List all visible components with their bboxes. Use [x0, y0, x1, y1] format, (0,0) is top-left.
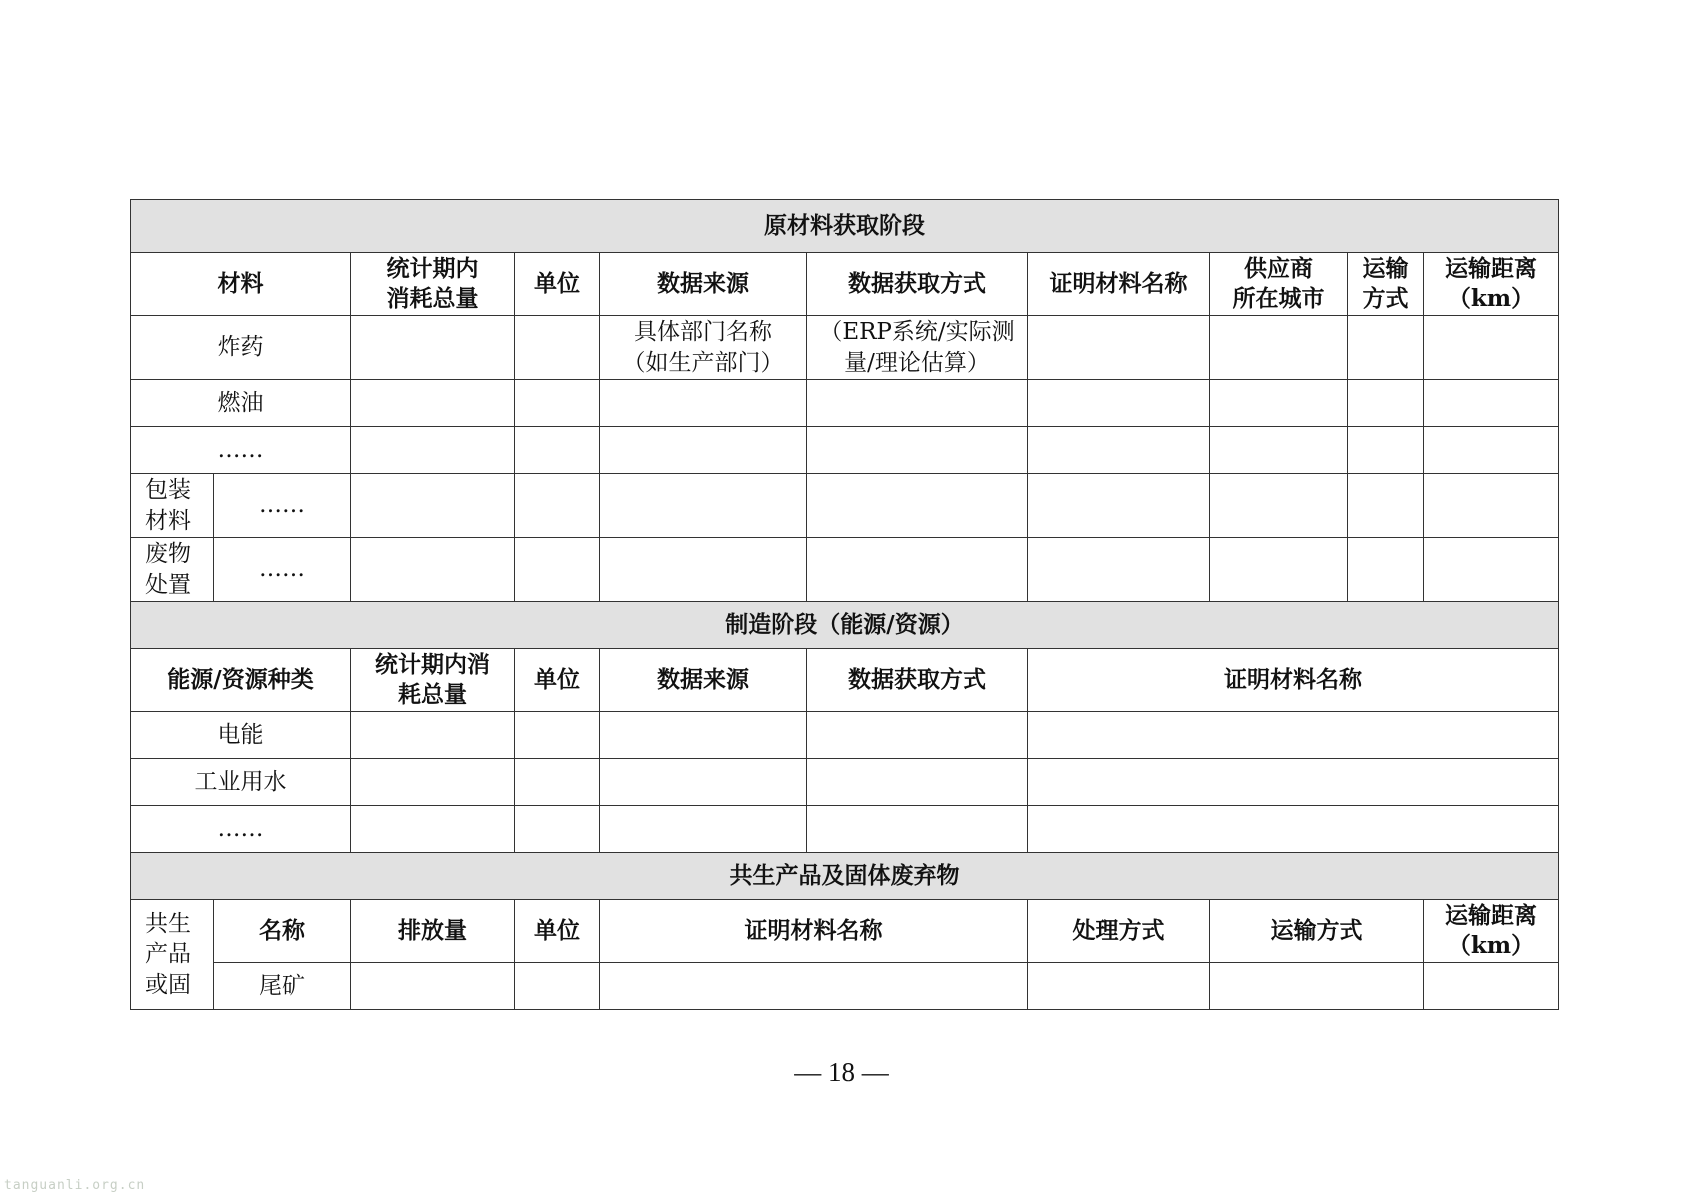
header-energy-type: 能源/资源种类 [131, 649, 351, 712]
cell-source[interactable] [600, 806, 807, 853]
cell-method[interactable] [807, 759, 1028, 806]
section-header-raw-materials [131, 200, 1559, 253]
section-header-byproducts [131, 853, 1559, 900]
row-label-tailings: 尾矿 [214, 963, 351, 1010]
section-title: 原材料获取阶段 [131, 200, 1559, 253]
cell-source-example[interactable]: 具体部门名称 （如生产部门） [600, 316, 807, 380]
row-label-explosive: 炸药 [131, 316, 351, 380]
cell-proof[interactable] [1028, 427, 1210, 474]
column-header-row [131, 900, 1559, 963]
cell-emission[interactable] [351, 963, 515, 1010]
cell-distance[interactable] [1424, 316, 1559, 380]
header-transport-distance: 运输距离 （km） [1424, 253, 1559, 316]
cell-source[interactable] [600, 427, 807, 474]
data-collection-table [130, 199, 1559, 1010]
cell-distance[interactable] [1424, 427, 1559, 474]
cell-total[interactable] [351, 427, 515, 474]
cell-method[interactable] [807, 806, 1028, 853]
cell-proof[interactable] [1028, 712, 1559, 759]
cell-unit[interactable] [515, 316, 600, 380]
cell-proof[interactable] [1028, 474, 1210, 538]
table-row [131, 474, 1559, 538]
cell-total[interactable] [351, 474, 515, 538]
header-transport-distance: 运输距离 （km） [1424, 900, 1559, 963]
cell-source[interactable] [600, 474, 807, 538]
cell-unit[interactable] [515, 759, 600, 806]
cell-proof[interactable] [1028, 759, 1559, 806]
cell-total[interactable] [351, 712, 515, 759]
table-row [131, 538, 1559, 602]
row-label-industrial-water: 工业用水 [131, 759, 351, 806]
header-unit: 单位 [515, 649, 600, 712]
table-row [131, 712, 1559, 759]
cell-method[interactable] [807, 380, 1028, 427]
cell-total[interactable] [351, 380, 515, 427]
table-row [131, 806, 1559, 853]
header-unit: 单位 [515, 900, 600, 963]
cell-unit[interactable] [515, 712, 600, 759]
cell-transport[interactable] [1348, 474, 1424, 538]
column-header-row [131, 253, 1559, 316]
header-data-method: 数据获取方式 [807, 253, 1028, 316]
row-group-packaging: 包装 材料 [131, 474, 214, 538]
page-number: — 18 — [794, 1057, 889, 1087]
cell-source[interactable] [600, 538, 807, 602]
row-label-electricity: 电能 [131, 712, 351, 759]
header-proof-document: 证明材料名称 [1028, 649, 1559, 712]
row-group-byproduct: 共生 产品 或固 [131, 900, 214, 1010]
table-row [131, 963, 1559, 1010]
header-transport-mode: 运输方式 [1210, 900, 1424, 963]
cell-total[interactable] [351, 806, 515, 853]
header-material: 材料 [131, 253, 351, 316]
cell-distance[interactable] [1424, 963, 1559, 1010]
table-row [131, 380, 1559, 427]
cell-source[interactable] [600, 380, 807, 427]
header-treatment: 处理方式 [1028, 900, 1210, 963]
cell-proof[interactable] [1028, 538, 1210, 602]
cell-treatment[interactable] [1028, 963, 1210, 1010]
cell-city[interactable] [1210, 380, 1348, 427]
header-data-source: 数据来源 [600, 253, 807, 316]
section-header-manufacturing [131, 602, 1559, 649]
cell-method-example[interactable]: （ERP系统/实际测 量/理论估算） [807, 316, 1028, 380]
cell-proof[interactable] [600, 963, 1028, 1010]
cell-unit[interactable] [515, 474, 600, 538]
cell-proof[interactable] [1028, 316, 1210, 380]
header-data-source: 数据来源 [600, 649, 807, 712]
cell-city[interactable] [1210, 427, 1348, 474]
header-unit: 单位 [515, 253, 600, 316]
table-row [131, 316, 1559, 380]
cell-source[interactable] [600, 759, 807, 806]
cell-transport[interactable] [1348, 316, 1424, 380]
cell-city[interactable] [1210, 474, 1348, 538]
watermark: tanguanli.org.cn [4, 1178, 146, 1193]
cell-distance[interactable] [1424, 538, 1559, 602]
header-total-consumption: 统计期内消 耗总量 [351, 649, 515, 712]
cell-method[interactable] [807, 712, 1028, 759]
cell-transport[interactable] [1210, 963, 1424, 1010]
cell-unit[interactable] [515, 538, 600, 602]
header-supplier-city: 供应商 所在城市 [1210, 253, 1348, 316]
row-label-waste-etc: …… [214, 538, 351, 602]
cell-transport[interactable] [1348, 380, 1424, 427]
row-label-packaging-etc: …… [214, 474, 351, 538]
cell-transport[interactable] [1348, 538, 1424, 602]
cell-source[interactable] [600, 712, 807, 759]
row-group-waste: 废物 处置 [131, 538, 214, 602]
cell-city[interactable] [1210, 316, 1348, 380]
cell-distance[interactable] [1424, 474, 1559, 538]
cell-unit[interactable] [515, 427, 600, 474]
row-label-etc: …… [131, 427, 351, 474]
cell-proof[interactable] [1028, 380, 1210, 427]
cell-total[interactable] [351, 316, 515, 380]
cell-proof[interactable] [1028, 806, 1559, 853]
cell-unit[interactable] [515, 806, 600, 853]
table-row [131, 427, 1559, 474]
row-label-fuel: 燃油 [131, 380, 351, 427]
header-proof-document: 证明材料名称 [600, 900, 1028, 963]
header-emission: 排放量 [351, 900, 515, 963]
header-data-method: 数据获取方式 [807, 649, 1028, 712]
row-label-etc: …… [131, 806, 351, 853]
header-name: 名称 [214, 900, 351, 963]
cell-total[interactable] [351, 538, 515, 602]
cell-transport[interactable] [1348, 427, 1424, 474]
header-transport-mode: 运输 方式 [1348, 253, 1424, 316]
section-title: 共生产品及固体废弃物 [131, 853, 1559, 900]
header-total-consumption: 统计期内 消耗总量 [351, 253, 515, 316]
column-header-row [131, 649, 1559, 712]
section-title: 制造阶段（能源/资源） [131, 602, 1559, 649]
cell-total[interactable] [351, 759, 515, 806]
cell-unit[interactable] [515, 963, 600, 1010]
table-row [131, 759, 1559, 806]
cell-unit[interactable] [515, 380, 600, 427]
cell-distance[interactable] [1424, 380, 1559, 427]
header-proof-document: 证明材料名称 [1028, 253, 1210, 316]
cell-method[interactable] [807, 427, 1028, 474]
cell-method[interactable] [807, 538, 1028, 602]
cell-method[interactable] [807, 474, 1028, 538]
cell-city[interactable] [1210, 538, 1348, 602]
